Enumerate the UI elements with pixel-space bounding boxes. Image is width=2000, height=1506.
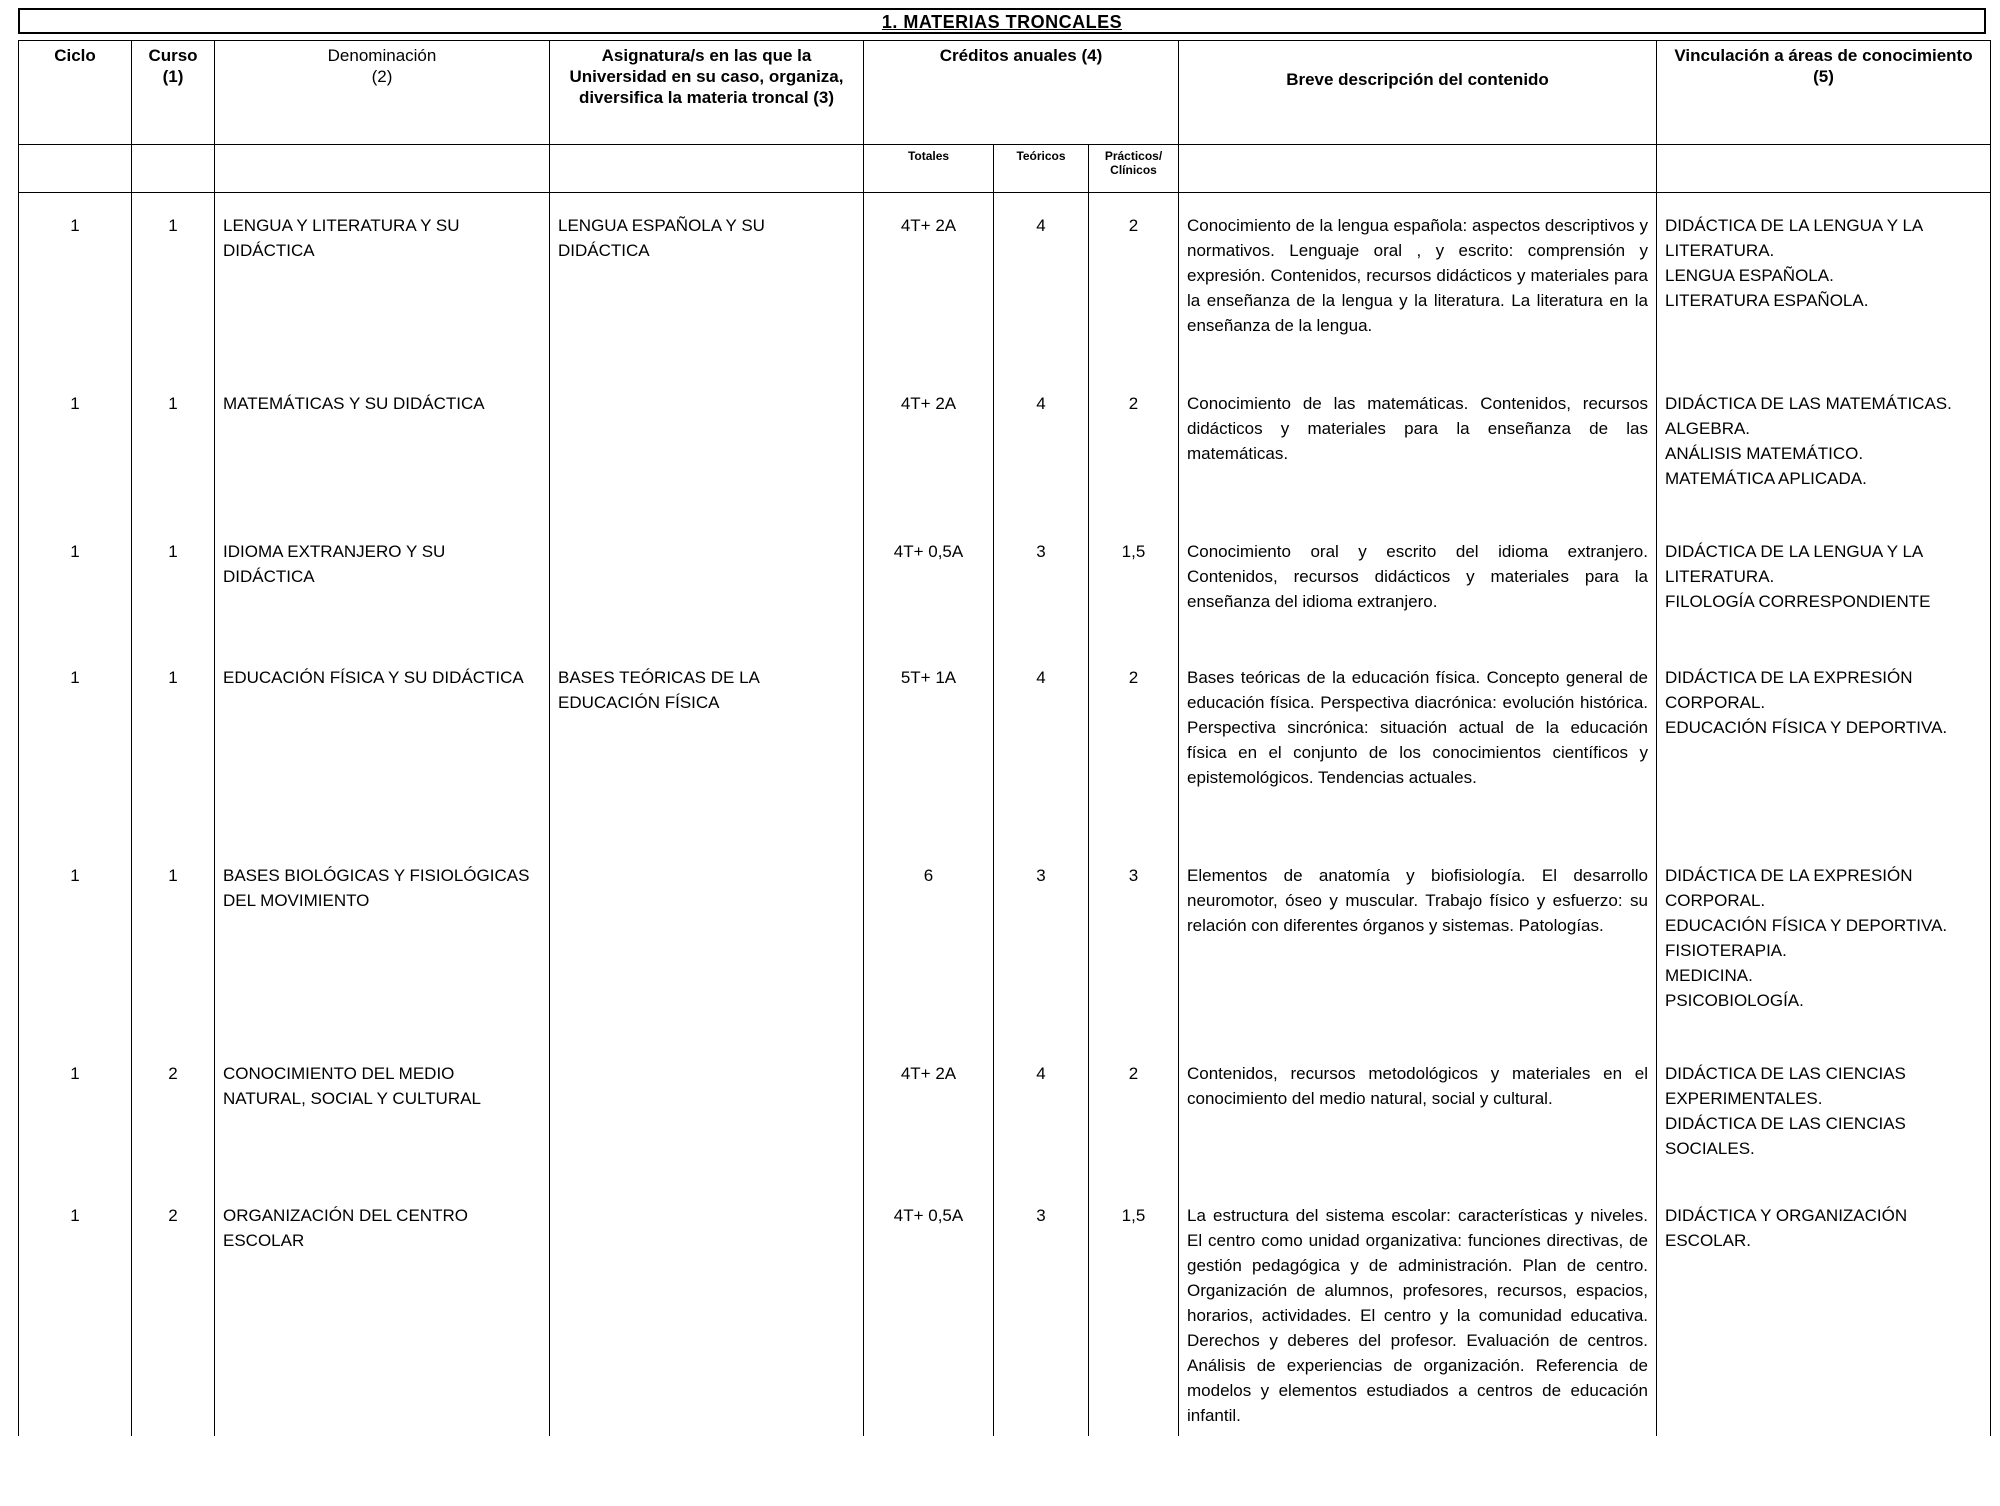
cell-curso: 2 — [132, 1183, 215, 1436]
cell-curso: 1 — [132, 193, 215, 371]
cell-totales: 4T+ 0,5A — [864, 519, 994, 645]
cell-ciclo: 1 — [19, 843, 132, 1041]
cell-denominacion: IDIOMA EXTRANJERO Y SU DIDÁCTICA — [215, 519, 550, 645]
cell-practicos: 1,5 — [1089, 519, 1179, 645]
cell-practicos: 2 — [1089, 1041, 1179, 1183]
header-denominacion: Denominación (2) — [215, 41, 550, 145]
cell-areas — [1657, 843, 1991, 1041]
subheader-empty — [1657, 145, 1991, 193]
cell-curso: 1 — [132, 519, 215, 645]
area-item: DIDÁCTICA DE LA LENGUA Y LA LITERATURA. — [1665, 541, 1923, 586]
cell-areas — [1657, 371, 1991, 519]
cell-practicos: 2 — [1089, 645, 1179, 843]
cell-totales: 4T+ 2A — [864, 193, 994, 371]
cell-ciclo: 1 — [19, 1183, 132, 1436]
cell-ciclo: 1 — [19, 371, 132, 519]
cell-totales: 4T+ 2A — [864, 1041, 994, 1183]
cell-areas — [1657, 193, 1991, 371]
header-curso: Curso (1) — [132, 41, 215, 145]
cell-ciclo: 1 — [19, 645, 132, 843]
cell-teoricos: 4 — [994, 193, 1089, 371]
cell-teoricos: 3 — [994, 843, 1089, 1041]
area-item: EDUCACIÓN FÍSICA Y DEPORTIVA. — [1665, 717, 1948, 737]
area-item: DIDÁCTICA DE LA EXPRESIÓN CORPORAL. — [1665, 865, 1913, 910]
cell-ciclo: 1 — [19, 519, 132, 645]
subheader-empty — [550, 145, 864, 193]
cell-teoricos: 4 — [994, 1041, 1089, 1183]
cell-practicos: 2 — [1089, 371, 1179, 519]
cell-curso: 1 — [132, 645, 215, 843]
cell-descripcion: Contenidos, recursos metodológicos y materiales en el conocimiento del medio natural, social y cultural. — [1179, 1041, 1657, 1183]
document-page — [18, 8, 1990, 1498]
cell-asignatura — [550, 371, 864, 519]
area-item: DIDÁCTICA Y ORGANIZACIÓN ESCOLAR. — [1665, 1205, 1908, 1250]
cell-denominacion: MATEMÁTICAS Y SU DIDÁCTICA — [215, 371, 550, 519]
area-item: DIDÁCTICA DE LAS CIENCIAS SOCIALES. — [1665, 1113, 1906, 1158]
subheader-empty — [1179, 145, 1657, 193]
cell-curso: 2 — [132, 1041, 215, 1183]
cell-ciclo: 1 — [19, 193, 132, 371]
cell-teoricos: 4 — [994, 371, 1089, 519]
area-item: MATEMÁTICA APLICADA. — [1665, 468, 1867, 488]
subheader-totales: Totales — [864, 145, 994, 193]
table-row — [19, 1041, 1991, 1183]
subheader-empty — [19, 145, 132, 193]
cell-descripcion: Conocimiento oral y escrito del idioma extranjero. Contenidos, recursos didácticos y materiales para la enseñanza del idioma extranjero. — [1179, 519, 1657, 645]
section-title: 1. MATERIAS TRONCALES — [18, 8, 1986, 34]
subheader-practicos: Prácticos/ Clínicos — [1089, 145, 1179, 193]
table-row — [19, 843, 1991, 1041]
cell-denominacion: EDUCACIÓN FÍSICA Y SU DIDÁCTICA — [215, 645, 550, 843]
subheader-empty — [132, 145, 215, 193]
cell-practicos: 3 — [1089, 843, 1179, 1041]
cell-curso: 1 — [132, 843, 215, 1041]
cell-ciclo: 1 — [19, 1041, 132, 1183]
area-item: DIDÁCTICA DE LAS CIENCIAS EXPERIMENTALES. — [1665, 1063, 1906, 1108]
header-ciclo: Ciclo — [19, 41, 132, 145]
area-item: LITERATURA ESPAÑOLA. — [1665, 291, 1869, 310]
cell-descripcion: Bases teóricas de la educación física. Concepto general de educación física. Perspectiva diacrónica: evolución histórica. Perspectiva sincrónica: situación actual de la educación física en el conjunto de los conocimientos científicos y epistemológicos. Tendencias actuales. — [1179, 645, 1657, 843]
cell-totales: 6 — [864, 843, 994, 1041]
area-item: FISIOTERAPIA. — [1665, 940, 1787, 960]
cell-areas — [1657, 519, 1991, 645]
cell-teoricos: 3 — [994, 519, 1089, 645]
cell-asignatura — [550, 1041, 864, 1183]
cell-totales: 4T+ 0,5A — [864, 1183, 994, 1436]
cell-descripcion: Conocimiento de las matemáticas. Contenidos, recursos didácticos y materiales para la enseñanza de las matemáticas. — [1179, 371, 1657, 519]
cell-denominacion: BASES BIOLÓGICAS Y FISIOLÓGICAS DEL MOVIMIENTO — [215, 843, 550, 1041]
header-vinculacion: Vinculación a áreas de conocimiento (5) — [1657, 41, 1991, 145]
cell-teoricos: 4 — [994, 645, 1089, 843]
cell-asignatura: LENGUA ESPAÑOLA Y SU DIDÁCTICA — [550, 193, 864, 371]
area-item: EDUCACIÓN FÍSICA Y DEPORTIVA. — [1665, 915, 1948, 935]
table-row — [19, 371, 1991, 519]
header-asignaturas: Asignatura/s en las que la Universidad en su caso, organiza, diversifica la materia troncal (3) — [550, 41, 864, 145]
cell-teoricos: 3 — [994, 1183, 1089, 1436]
cell-totales: 4T+ 2A — [864, 371, 994, 519]
cell-areas — [1657, 1041, 1991, 1183]
cell-asignatura — [550, 843, 864, 1041]
cell-denominacion: ORGANIZACIÓN DEL CENTRO ESCOLAR — [215, 1183, 550, 1436]
subheader-teoricos: Teóricos — [994, 145, 1089, 193]
area-item: DIDÁCTICA DE LA LENGUA Y LA LITERATURA. — [1665, 216, 1923, 260]
area-item: DIDÁCTICA DE LA EXPRESIÓN CORPORAL. — [1665, 667, 1913, 712]
area-item: DIDÁCTICA DE LAS MATEMÁTICAS. — [1665, 393, 1952, 413]
troncales-table — [18, 40, 1991, 1436]
cell-curso: 1 — [132, 371, 215, 519]
cell-areas — [1657, 1183, 1991, 1436]
cell-asignatura: BASES TEÓRICAS DE LA EDUCACIÓN FÍSICA — [550, 645, 864, 843]
area-item: FILOLOGÍA CORRESPONDIENTE — [1665, 591, 1931, 611]
table-row — [19, 1183, 1991, 1436]
cell-asignatura — [550, 519, 864, 645]
cell-descripcion: La estructura del sistema escolar: características y niveles. El centro como unidad organizativa: funciones directivas, de gestión pedagógica y de administración. Plan de centro. Organización de alumnos, profesores, recursos, espacios, horarios, actividades. El centro y la comunidad educativa. Derechos y deberes del profesor. Evaluación de centros. Análisis de experiencias de organización. Referencia de modelos y elementos estudiados a centros de educación infantil. — [1179, 1183, 1657, 1436]
table-row — [19, 645, 1991, 843]
cell-totales: 5T+ 1A — [864, 645, 994, 843]
subheader-empty — [215, 145, 550, 193]
area-item: LENGUA ESPAÑOLA. — [1665, 266, 1834, 285]
cell-denominacion: LENGUA Y LITERATURA Y SU DIDÁCTICA — [215, 193, 550, 371]
cell-areas — [1657, 645, 1991, 843]
cell-practicos: 1,5 — [1089, 1183, 1179, 1436]
header-creditos: Créditos anuales (4) — [864, 41, 1179, 145]
cell-practicos: 2 — [1089, 193, 1179, 371]
area-item: ALGEBRA. — [1665, 418, 1751, 438]
header-descripcion: Breve descripción del contenido — [1179, 41, 1657, 145]
cell-descripcion: Conocimiento de la lengua española: aspectos descriptivos y normativos. Lenguaje oral , y escrito: comprensión y expresión. Contenidos, recursos didácticos y materiales para la enseñanza de la lengua y la literatura. La literatura en la enseñanza de la lengua. — [1179, 193, 1657, 371]
area-item: ANÁLISIS MATEMÁTICO. — [1665, 443, 1864, 463]
table-row — [19, 193, 1991, 371]
cell-denominacion: CONOCIMIENTO DEL MEDIO NATURAL, SOCIAL Y CULTURAL — [215, 1041, 550, 1183]
area-item: PSICOBIOLOGÍA. — [1665, 990, 1804, 1010]
area-item: MEDICINA. — [1665, 965, 1753, 985]
cell-asignatura — [550, 1183, 864, 1436]
cell-descripcion: Elementos de anatomía y biofisiología. El desarrollo neuromotor, óseo y muscular. Trabajo físico y esfuerzo: su relación con diferentes órganos y sistemas. Patologías. — [1179, 843, 1657, 1041]
table-row — [19, 519, 1991, 645]
